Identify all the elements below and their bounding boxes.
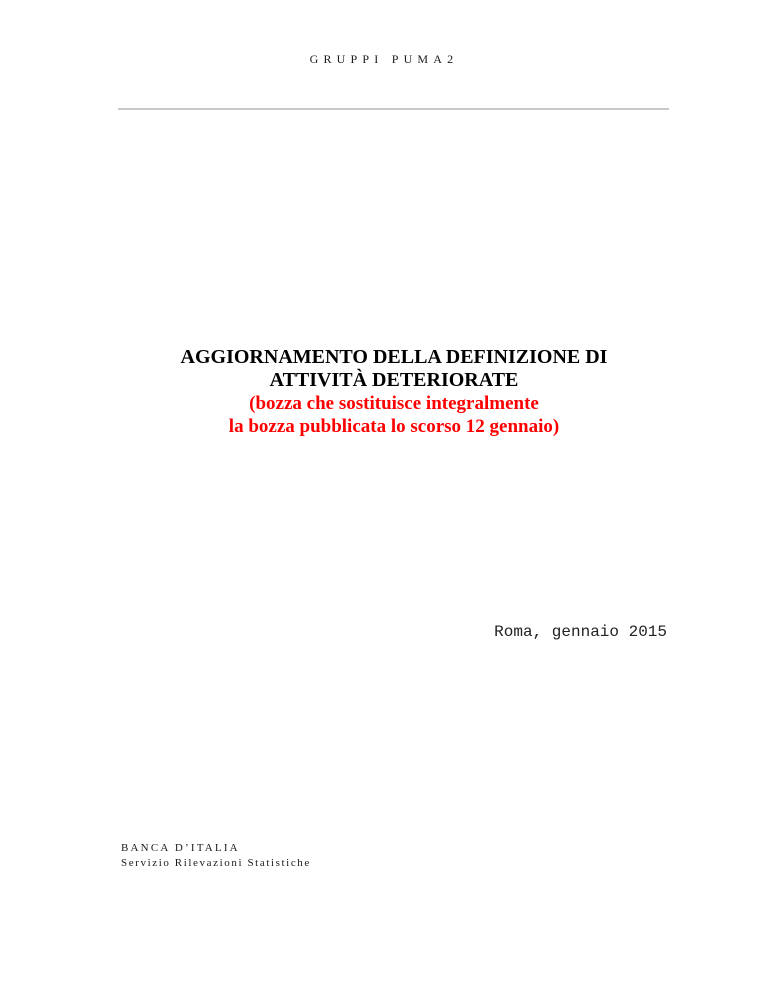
place-and-date: Roma, gennaio 2015 [494, 623, 667, 641]
series-header: GRUPPI PUMA2 [309, 52, 459, 66]
organization-name: BANCA D’ITALIA [121, 842, 240, 854]
department-name: Servizio Rilevazioni Statistiche [121, 857, 311, 869]
title-block [100, 346, 688, 438]
document-title-line-1: AGGIORNAMENTO DELLA DEFINIZIONE DI [180, 346, 608, 368]
draft-note-line-2: la bozza pubblicata lo scorso 12 gennaio) [228, 416, 560, 437]
header-divider [118, 108, 669, 110]
issuer-footer [121, 841, 311, 871]
document-title-line-2: ATTIVITÀ DETERIORATE [269, 369, 519, 391]
draft-note-line-1: (bozza che sostituisce integralmente [249, 393, 539, 414]
